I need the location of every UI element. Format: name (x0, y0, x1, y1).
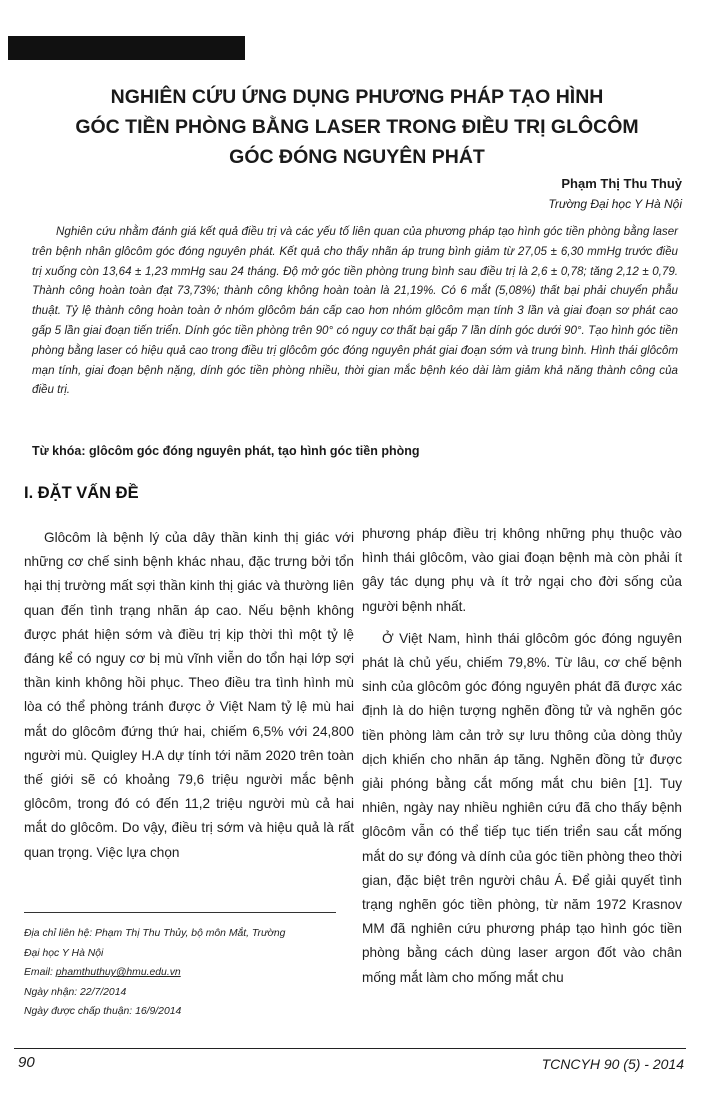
email-link[interactable]: phamthuthuy@hmu.edu.vn (55, 967, 181, 979)
email-label: Email: (24, 967, 56, 979)
footer-divider (14, 1048, 686, 1049)
body-paragraph: Ở Việt Nam, hình thái glôcôm góc đóng nguyên phát là chủ yếu, chiếm 79,8%. Từ lâu, cơ chế bệnh sinh của glôcôm góc đóng nguyên phát đã được xác định là do hiện tượng nghẽn đồng tử và nghẽn góc tiền phòng làm cản trở sự lưu thông của dòng thủy dịch khiến cho nhãn áp tăng. Nghẽn đồng tử được giải phóng bằng cắt mống mắt chu biên [1]. Tuy nhiên, ngày nay nhiều nghiên cứu đã cho thấy bệnh glôcôm vẫn có thể tiếp tục tiến triển sau cắt mống mắt do sự đóng và dính của góc tiền phòng theo thời gian, đặc biệt trên người châu Á. Để giải quyết tình trạng nghẽn góc tiền phòng, từ năm 1972 Krasnov MM đã nghiên cứu phương pháp tạo hình góc tiền phòng bằng cách dùng laser argon đốt vào chân mống mắt làm cho mống mắt chu (362, 630, 682, 985)
footnote-email-row (24, 963, 344, 983)
body-paragraph: phương pháp điều trị không những phụ thuộc vào hình thái glôcôm, vào giai đoạn bệnh mà còn phải ít gây tác dụng phụ và ít trở ngại cho đời sống của người bệnh nhất. (362, 526, 682, 614)
footnote-contact: Địa chỉ liên hệ: Phạm Thị Thu Thủy, bộ môn Mắt, Trường (24, 928, 286, 939)
footnote-contact-cont: Đại học Y Hà Nội (24, 947, 104, 959)
body-paragraph: Glôcôm là bệnh lý của dây thần kinh thị giác với những cơ chế sinh bệnh khác nhau, đặc trưng bởi tổn hại thị trường mất sợi thần kinh thị giác và thường liên quan đến tình trạng nhãn áp cao. Nếu bệnh không được phát hiện sớm và điều trị kịp thời thì một tỷ lệ đáng kể có nguy cơ bị mù vĩnh viễn do tổn hại lớp sợi thần kinh không hồi phục. Theo điều tra tình hình mù lòa có thể phòng tránh được ở Việt Nam tỷ lệ mù hai mắt do glôcôm đứng thứ hai, chiếm 6,5% với 24,800 người mù. Quigley H.A dự tính tới năm 2020 trên toàn thế giới sẽ có khoảng 79,6 triệu người mắc bệnh glôcôm, trong đó có đến 11,2 triệu người mù cả hai mắt do glôcôm. Do vậy, điều trị sớm và hiệu quả là rất quan trọng. Việc lựa chọn (24, 530, 354, 860)
abstract: Nghiên cứu nhằm đánh giá kết quả điều trị và các yếu tố liên quan của phương pháp tạo hình góc tiền phòng bằng laser trên bệnh nhân glôcôm góc đóng nguyên phát. Kết quả cho thấy nhãn áp trung bình giảm từ 27,05 ± 6,30 mmHg trước điều trị xuống còn 13,64 ± 1,23 mmHg sau 24 tháng. Độ mở góc tiền phòng trung bình sau điều trị là 2,6 ± 0,78; tăng 2,12 ± 0,79. Thành công hoàn toàn đạt 73,73%; thành công không hoàn toàn là 21,19%. Có 6 mắt (5,08%) thất bại phải chuyển phẫu thuật. Tỷ lệ thành công hoàn toàn ở nhóm glôcôm bán cấp cao hơn nhóm glôcôm mạn tính 3 lần và giai đoạn sơ phát cao gấp 5 lần giai đoạn tiến triển. Dính góc tiền phòng trên 90° có nguy cơ thất bại gấp 7 lần dính góc dưới 90°. Tạo hình góc tiền phòng bằng laser có hiệu quả cao trong điều trị glôcôm góc đóng nguyên phát giai đoạn sớm và trung bình. Hình thái glôcôm mạn tính, giai đoạn bệnh nặng, dính góc tiền phòng nhiều, thời gian mắc bệnh kéo dài làm giảm khả năng thành công của điều trị. (32, 225, 678, 397)
author-affiliation: Trường Đại học Y Hà Nội (548, 197, 682, 211)
article-title (0, 82, 714, 172)
section-heading: I. ĐẶT VẤN ĐỀ (24, 484, 139, 502)
body-column-left (24, 526, 354, 873)
header-black-bar (8, 36, 245, 60)
page-number: 90 (18, 1054, 35, 1071)
journal-citation: TCNCYH 90 (5) - 2014 (541, 1056, 684, 1072)
body-column-right (362, 522, 682, 998)
footnote-divider (24, 912, 336, 913)
footnote-accepted: Ngày được chấp thuận: 16/9/2014 (24, 1006, 182, 1018)
title-line-3: GÓC ĐÓNG NGUYÊN PHÁT (229, 146, 485, 168)
title-line-2: GÓC TIỀN PHÒNG BẰNG LASER TRONG ĐIỀU TRỊ GLÔCÔM (75, 116, 639, 138)
title-line-1: NGHIÊN CỨU ỨNG DỤNG PHƯƠNG PHÁP TẠO HÌNH (110, 86, 604, 108)
footnote-received: Ngày nhận: 22/7/2014 (24, 986, 127, 998)
footnote (24, 924, 344, 1022)
keywords: Từ khóa: glôcôm góc đóng nguyên phát, tạo hình góc tiền phòng (32, 444, 420, 458)
author-name: Phạm Thị Thu Thuỷ (561, 176, 682, 191)
